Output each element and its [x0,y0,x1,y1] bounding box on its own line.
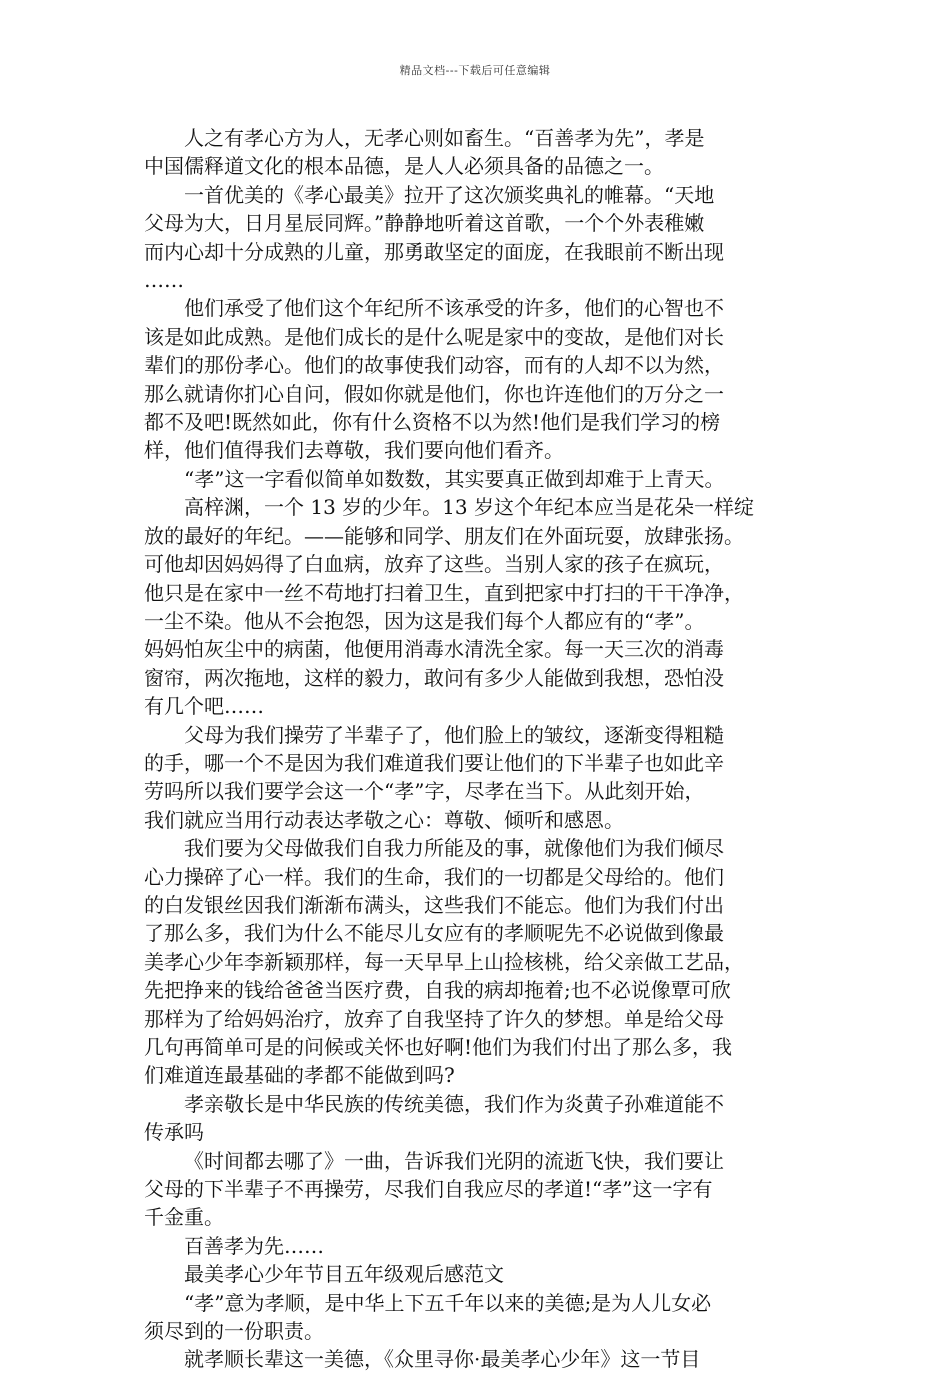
text-line: 就孝顺长辈这一美德，《众里寻你·最美孝心少年》这一节目 [184,1347,701,1372]
text-line: 先把挣来的钱给爸爸当医疗费，自我的病却拖着;也不必说像覃可欣 [144,978,731,1003]
text-line: 一首优美的《孝心最美》拉开了这次颁奖典礼的帷幕。“天地 [184,182,715,207]
text-line: 《时间都去哪了》一曲，告诉我们光阴的流逝飞快，我们要让 [184,1148,724,1173]
text-line: 们难道连最基础的孝都不能做到吗? [144,1063,455,1088]
paragraph [144,1345,808,1373]
text-line: 一尘不染。他从不会抱怨，因为这是我们每个人都应有的“孝”。 [144,608,705,633]
text-line: 千金重。 [144,1205,224,1230]
text-line: 心力操碎了心一样。我们的生命，我们的一切都是父母给的。他们 [144,864,724,889]
paragraph [144,493,808,720]
text-line: 而内心却十分成熟的儿童，那勇敢坚定的面庞，在我眼前不断出现 [144,239,724,264]
text-line: 辈们的那份孝心。他们的故事使我们动容，而有的人却不以为然， [144,353,724,378]
text-line: 妈妈怕灰尘中的病菌，他便用消毒水清洗全家。每一天三次的消毒 [144,637,724,662]
text-line: 孝亲敬长是中华民族的传统美德，我们作为炎黄子孙难道能不 [184,1091,724,1116]
text-line: 须尽到的一份职责。 [144,1319,324,1344]
paragraph [144,294,808,464]
document-body [144,124,808,1374]
paragraph [144,1147,808,1232]
page-header: 精品文档---下载后可任意编辑 [399,64,551,77]
text-line: 父母的下半辈子不再操劳，尽我们自我应尽的孝道!“孝”这一字有 [144,1177,713,1202]
text-line: 中国儒释道文化的根本品德，是人人必须具备的品德之一。 [144,154,664,179]
paragraph [144,181,808,295]
text-line: 百善孝为先…… [184,1233,324,1258]
text-line: “孝”意为孝顺，是中华上下五千年以来的美德;是为人儿女必 [184,1290,712,1315]
text-line: 我们就应当用行动表达孝敬之心：尊敬、倾听和感恩。 [144,807,624,832]
text-line: 父母为大，日月星辰同辉。”静静地听着这首歌，一个个外表稚嫩 [144,211,705,236]
paragraph [144,834,808,1090]
text-line: 最美孝心少年节目五年级观后感范文 [184,1262,504,1287]
text-line: 父母为我们操劳了半辈子了，他们脸上的皱纹，逐渐变得粗糙 [184,722,724,747]
text-line: 该是如此成熟。是他们成长的是什么呢是家中的变故，是他们对长 [144,324,724,349]
text-line: 他只是在家中一丝不苟地打扫着卫生，直到把家中打扫的干干净净， [144,580,744,605]
text-line: 都不及吧!既然如此，你有什么资格不以为然!他们是我们学习的榜 [144,410,721,435]
text-line: 样，他们值得我们去尊敬，我们要向他们看齐。 [144,438,564,463]
text-line: 美孝心少年李新颖那样，每一天早早上山捡核桃，给父亲做工艺品， [144,949,744,974]
paragraph [144,1289,808,1346]
text-line: 人之有孝心方为人，无孝心则如畜生。“百善孝为先”，孝是 [184,126,705,150]
text-line: 可他却因妈妈得了白血病，放弃了这些。当别人家的孩子在疯玩， [144,552,724,577]
text-line: 有几个吧…… [144,694,264,719]
text-line: “孝”这一字看似简单如数数，其实要真正做到却难于上青天。 [184,466,725,491]
text-line: 那样为了给妈妈治疗，放弃了自我坚持了许久的梦想。单是给父母 [144,1006,724,1031]
paragraph [144,1232,808,1260]
paragraph [144,1260,808,1288]
text-line: 放的最好的年纪。——能够和同学、朋友们在外面玩耍，放肆张扬。 [144,523,744,548]
text-line: 我们要为父母做我们自我力所能及的事，就像他们为我们倾尽 [184,836,724,861]
text-line: 那么就请你扪心自问，假如你就是他们，你也许连他们的万分之一 [144,381,724,406]
text-line: 他们承受了他们这个年纪所不该承受的许多，他们的心智也不 [184,296,724,321]
paragraph [144,124,808,181]
text-line: 传承吗 [144,1120,204,1145]
paragraph [144,465,808,493]
text-line: 了那么多，我们为什么不能尽儿女应有的孝顺呢先不必说做到像最 [144,921,724,946]
paragraph [144,721,808,835]
paragraph [144,1090,808,1147]
text-line: …… [144,268,184,293]
text-line: 几句再简单可是的问候或关怀也好啊!他们为我们付出了那么多，我 [144,1035,733,1059]
text-line: 窗帘，两次拖地，这样的毅力，敢问有多少人能做到我想，恐怕没 [144,665,724,690]
text-line: 高梓渊，一个 13 岁的少年。13 岁这个年纪本应当是花朵一样绽 [184,495,754,520]
text-line: 的手，哪一个不是因为我们难道我们要让他们的下半辈子也如此辛 [144,750,724,775]
text-line: 劳吗所以我们要学会这一个“孝”字，尽孝在当下。从此刻开始， [144,779,705,804]
text-line: 的白发银丝因我们渐渐布满头，这些我们不能忘。他们为我们付出 [144,892,724,917]
